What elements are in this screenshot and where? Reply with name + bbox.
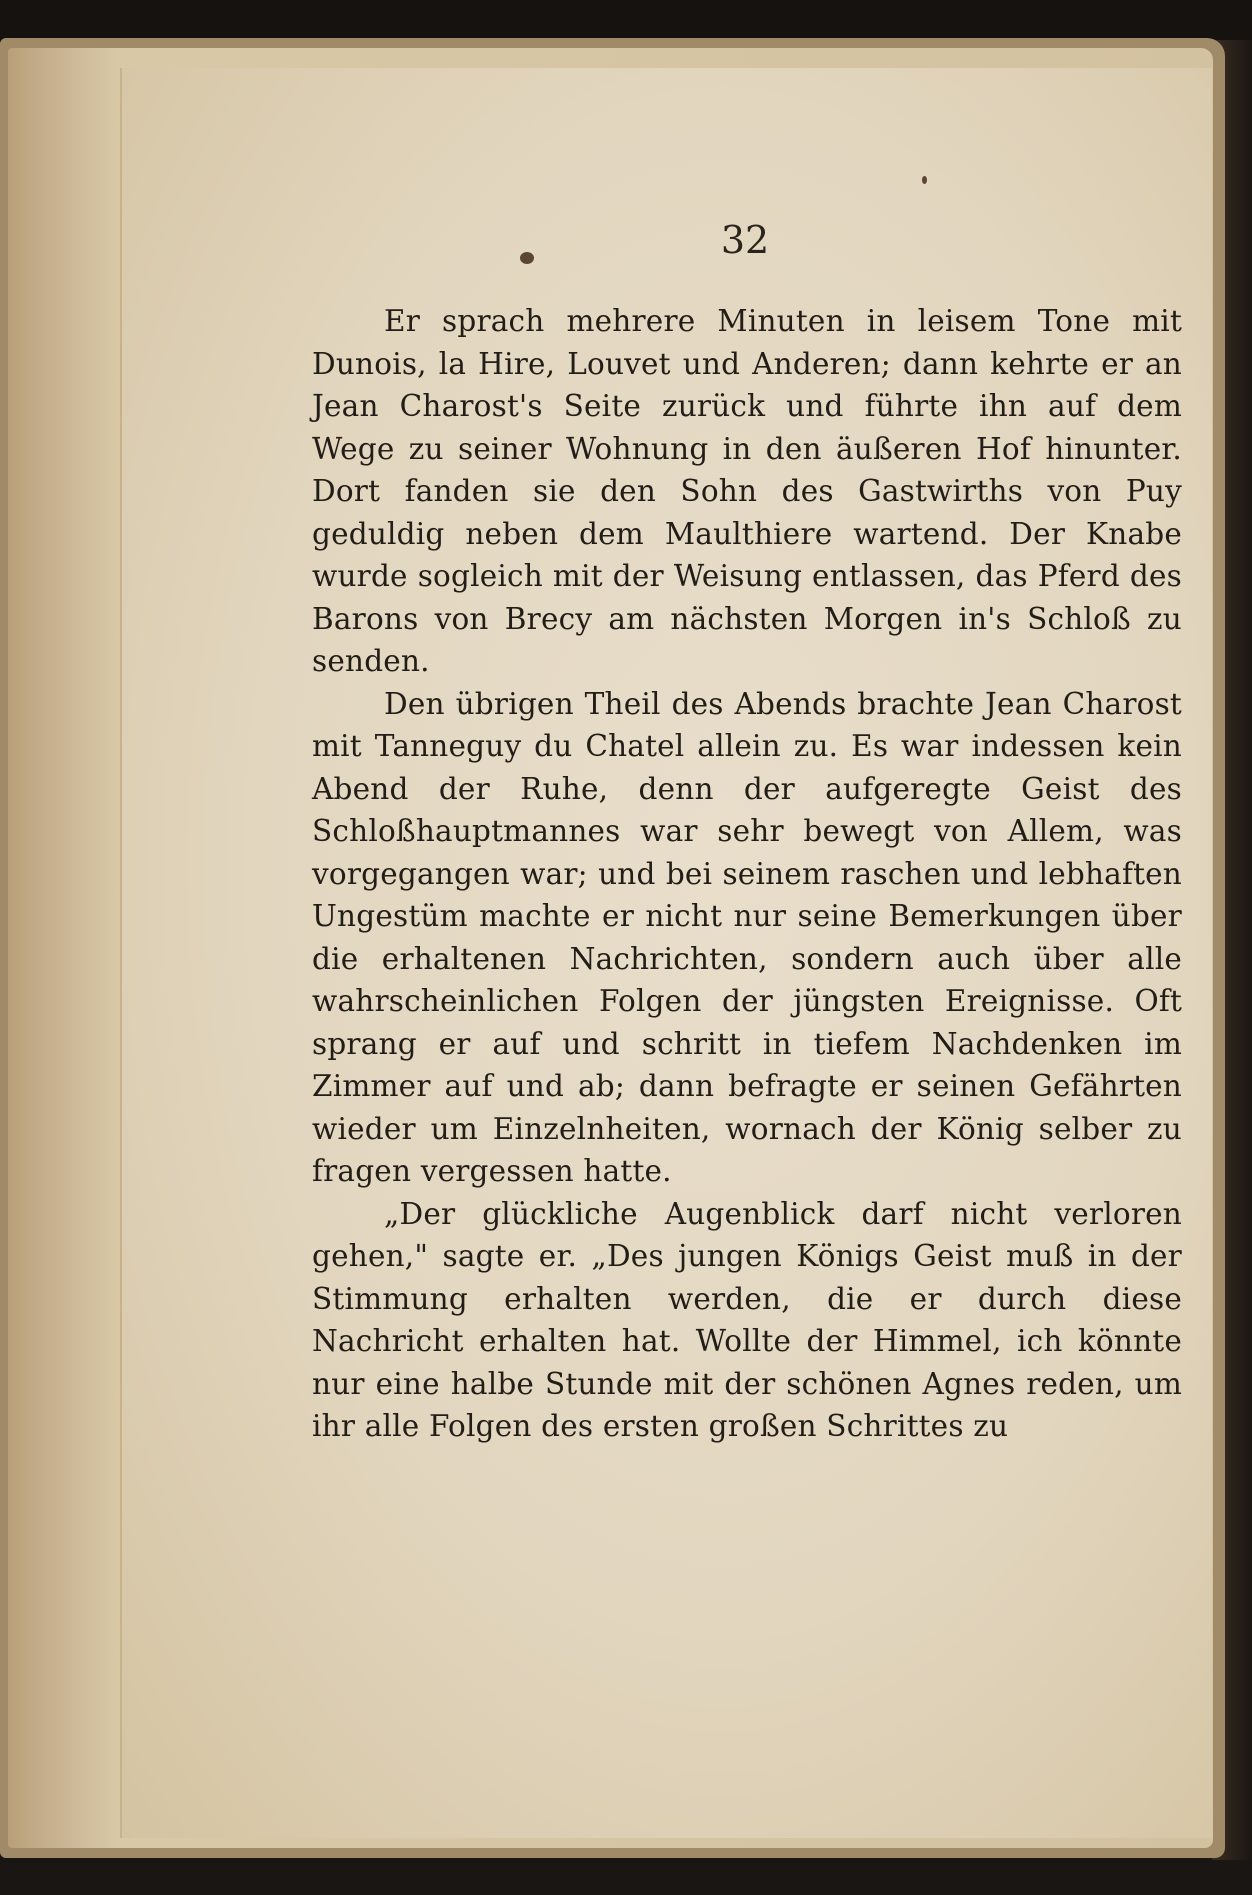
ink-spot: [922, 176, 927, 184]
paragraph: „Der glückliche Augenblick darf nicht verloren gehen," sagte er. „Des jungen Königs Geist muß in der Stimmung erhalten werden, die er durch diese Nachricht erhalten hat. Wollte der Himmel, ich könnte nur eine halbe Stunde mit der schönen Agnes reden, um ihr alle Folgen des ersten großen Schrittes zu: [312, 1196, 1182, 1443]
paragraph: Den übrigen Theil des Abends brachte Jean Charost mit Tanneguy du Chatel allein zu. Es war indessen kein Abend der Ruhe, denn der aufgeregte Geist des Schloßhauptmannes war sehr bewegt von Allem, was vorgegangen war; und bei seinem raschen und lebhaften Ungestüm machte er nicht nur seine Bemerkungen über die erhaltenen Nachrichten, sondern auch über alle wahrscheinlichen Folgen der jüngsten Ereignisse. Oft sprang er auf und schritt in tiefem Nachdenken im Zimmer auf und ab; dann befragte er seinen Gefährten wieder um Einzelnheiten, wornach der König selber zu fragen vergessen hatte.: [312, 686, 1182, 1188]
paragraph: Er sprach mehrere Minuten in leisem Tone mit Dunois, la Hire, Louvet und Anderen; dann kehrte er an Jean Charost's Seite zurück und führte ihn auf dem Wege zu seiner Wohnung in den äußeren Hof hinunter. Dort fanden sie den Sohn des Gastwirths von Puy geduldig neben dem Maulthiere wartend. Der Knabe wurde sogleich mit der Weisung entlassen, das Pferd des Barons von Brecy am nächsten Morgen in's Schloß zu senden.: [312, 304, 1182, 678]
ink-spot: [520, 252, 534, 264]
body-text: [312, 300, 1182, 1448]
page-number: 32: [720, 218, 770, 262]
